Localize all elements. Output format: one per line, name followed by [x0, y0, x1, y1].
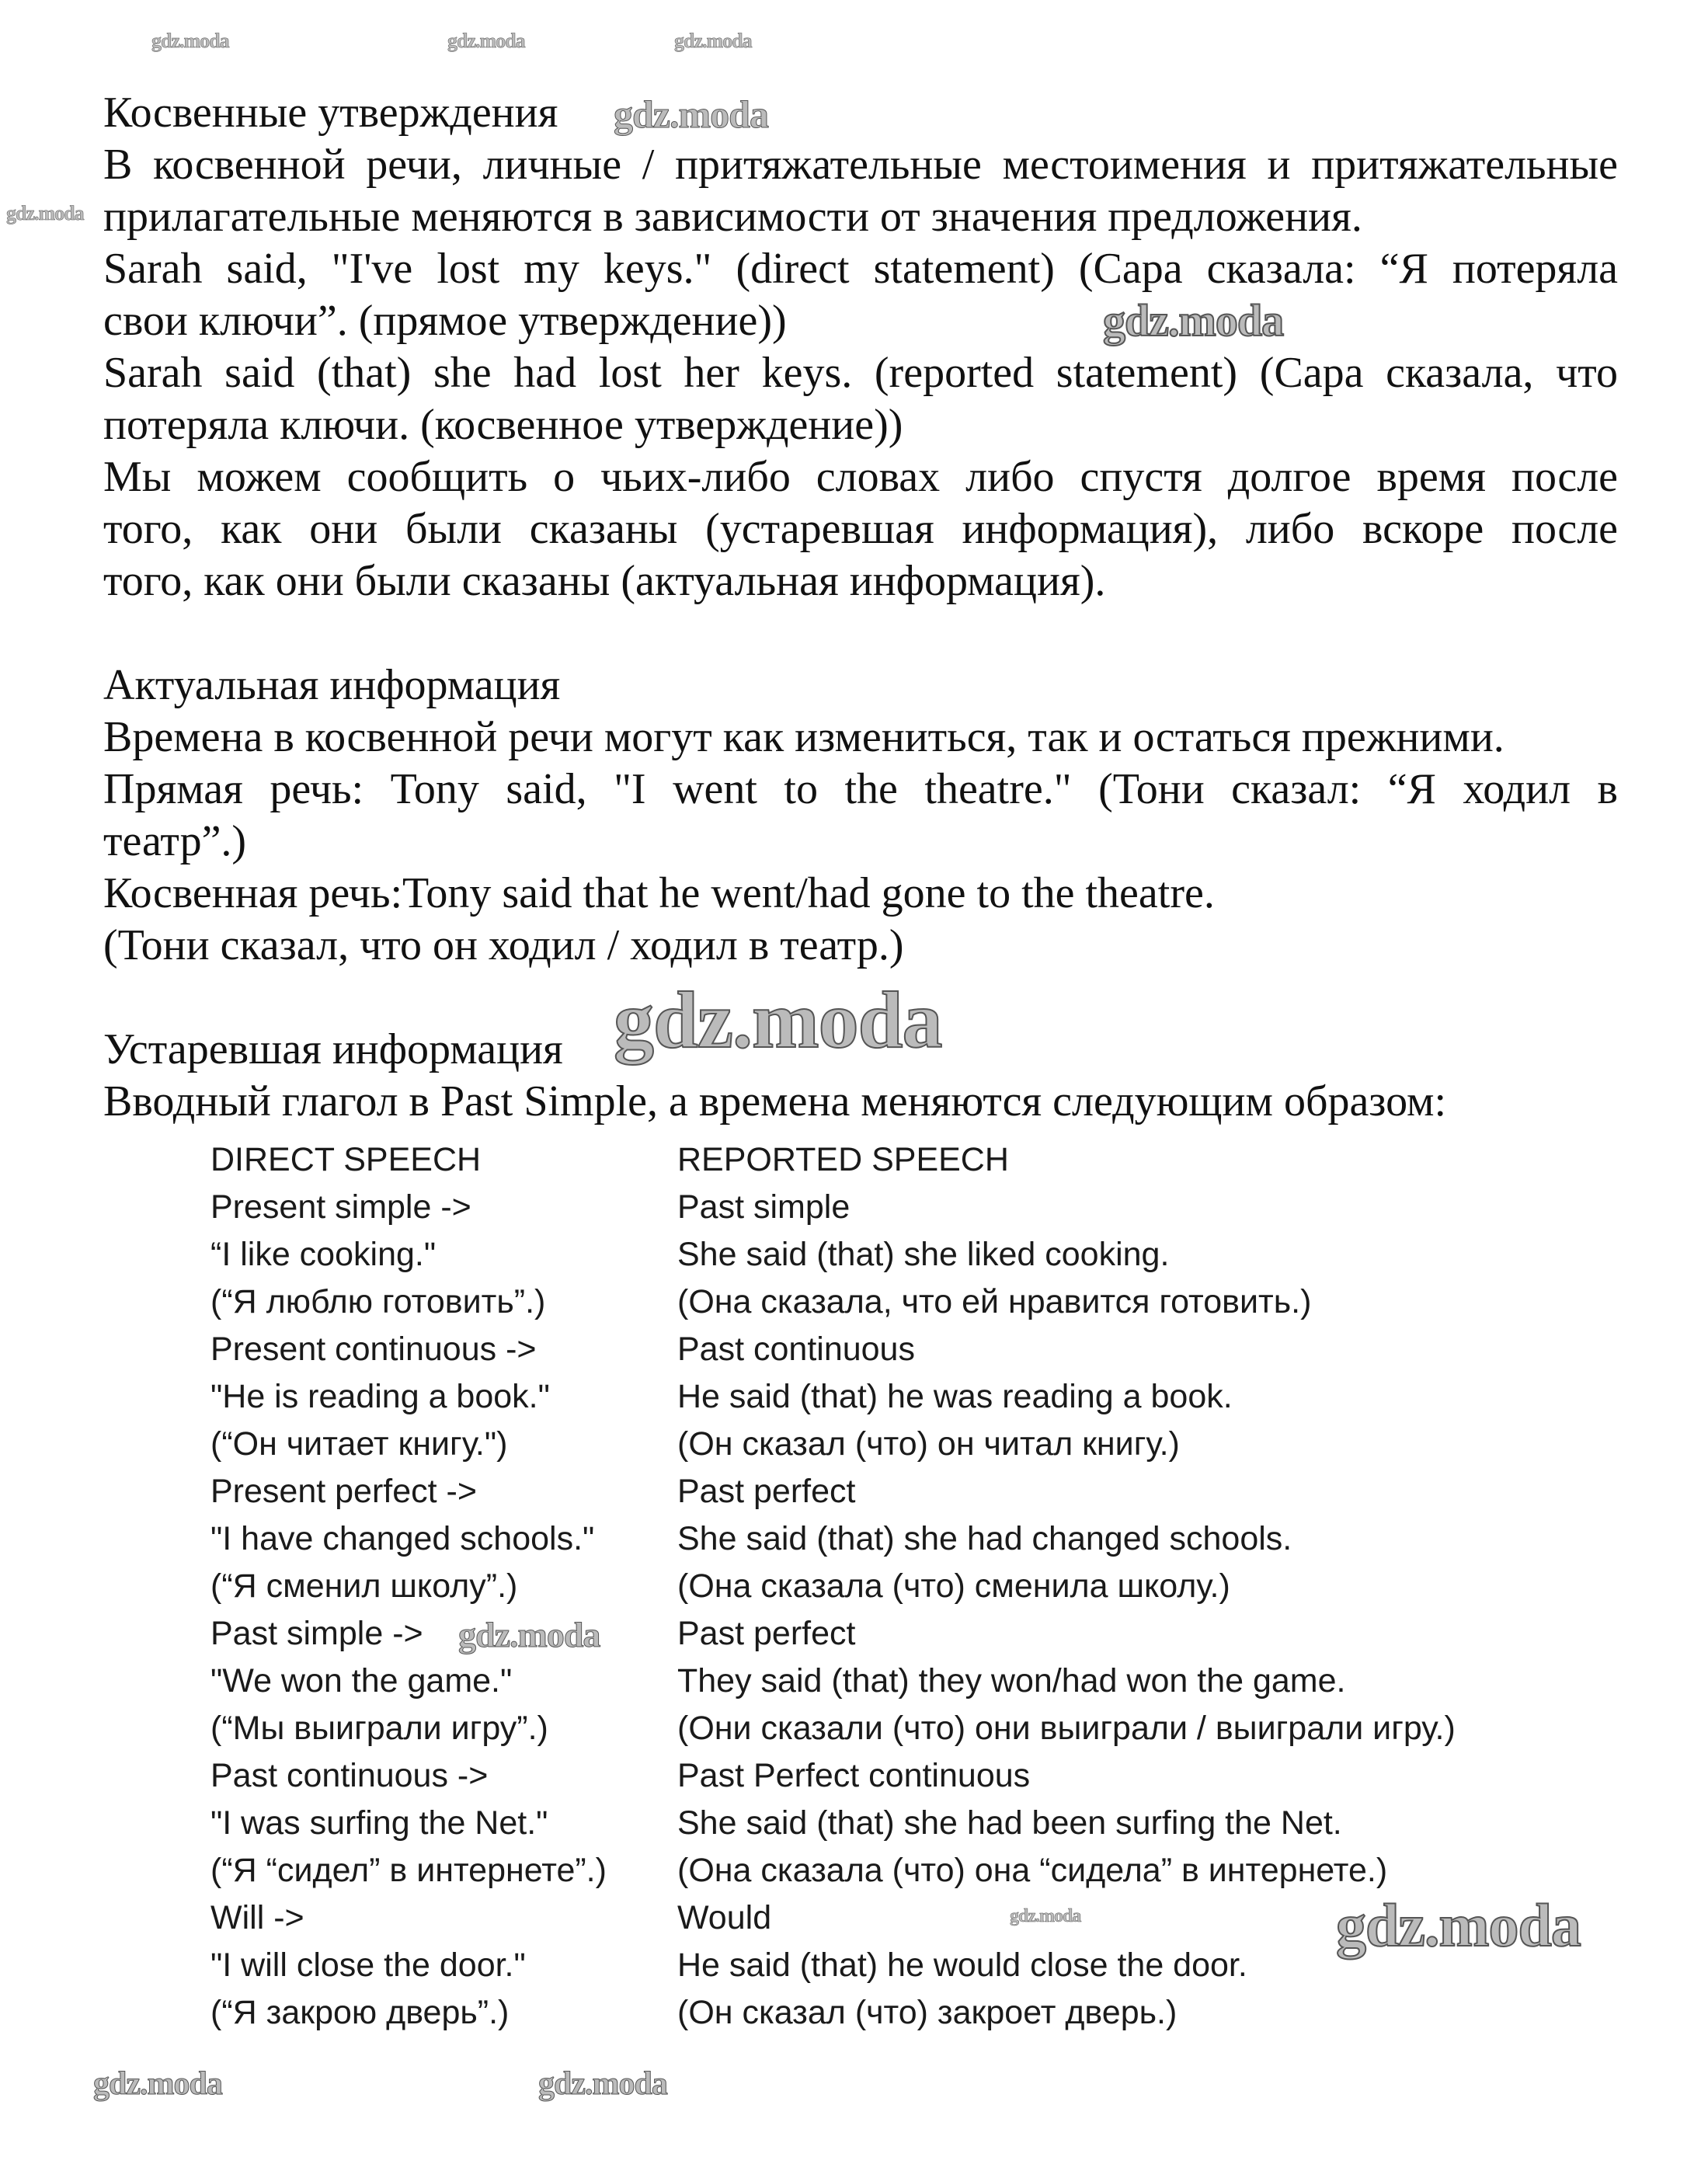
text-line: Косвенные утверждения [103, 89, 558, 137]
reported-speech-cell: Past perfect [677, 1473, 856, 1510]
direct-speech-cell: "We won the game." [210, 1662, 513, 1700]
table-row [210, 1563, 1230, 1610]
watermark: gdz.moda [674, 30, 752, 52]
direct-speech-cell: “I like cooking." [210, 1236, 437, 1273]
reported-speech-cell: Would [677, 1899, 772, 1936]
table-row [210, 1658, 1346, 1705]
table-row [210, 1373, 1233, 1421]
text-line: В косвенной речи, личные / притяжательные местоимения и притяжательные [103, 141, 1618, 189]
table-row [210, 1421, 1180, 1468]
reported-speech-cell: Past simple [677, 1188, 851, 1226]
reported-speech-cell: Past continuous [677, 1331, 915, 1368]
table-row [210, 1326, 915, 1373]
text-line: того, как они были сказаны (устаревшая информация), либо вскоре после [103, 505, 1618, 553]
direct-speech-cell: Will -> [210, 1899, 304, 1936]
text-line: Актуальная информация [103, 661, 561, 709]
direct-speech-cell: (“Мы выиграли игру”.) [210, 1710, 548, 1747]
reported-speech-cell: She said (that) she had changed schools. [677, 1520, 1292, 1557]
watermark: gdz.moda [538, 2066, 667, 2102]
reported-speech-cell: REPORTED SPEECH [677, 1141, 1009, 1178]
table-row [210, 1231, 1170, 1279]
text-line: Sarah said, "I've lost my keys." (direct statement) (Сара сказала: “Я потеряла [103, 245, 1618, 293]
table-row [210, 1184, 851, 1231]
table-row [210, 1989, 1178, 2037]
watermark: gdz.moda [447, 30, 525, 52]
reported-speech-cell: He said (that) he would close the door. [677, 1947, 1247, 1984]
direct-speech-cell: Present continuous -> [210, 1331, 537, 1368]
text-line: театр”.) [103, 817, 247, 865]
table-row [210, 1847, 1388, 1894]
text-line: Мы можем сообщить о чьих-либо словах либо спустя долгое время после [103, 453, 1618, 501]
watermark: gdz.moda [614, 92, 768, 136]
table-row [210, 1515, 1292, 1563]
watermark: gdz.moda [93, 2066, 222, 2102]
text-line: Вводный глагол в Past Simple, а времена меняются следующим образом: [103, 1077, 1447, 1125]
text-line: Времена в косвенной речи могут как измениться, так и остаться прежними. [103, 713, 1505, 761]
text-line: того, как они были сказаны (актуальная информация). [103, 557, 1106, 605]
reported-speech-cell: They said (that) they won/had won the game. [677, 1662, 1346, 1700]
watermark: gdz.moda [1103, 295, 1284, 346]
text-line: свои ключи”. (прямое утверждение)) [103, 297, 787, 345]
reported-speech-cell: She said (that) she liked cooking. [677, 1236, 1170, 1273]
reported-speech-cell: (Она сказала, что ей нравится готовить.) [677, 1283, 1312, 1320]
direct-speech-cell: (“Я люблю готовить”.) [210, 1283, 546, 1320]
direct-speech-cell: (“Я “сидел” в интернете”.) [210, 1852, 607, 1889]
text-line: потеряла ключи. (косвенное утверждение)) [103, 401, 903, 449]
text-line: Косвенная речь:Tony said that he went/had gone to the theatre. [103, 869, 1215, 917]
reported-speech-cell: Past Perfect continuous [677, 1757, 1031, 1794]
watermark: gdz.moda [151, 30, 229, 52]
reported-speech-cell: (Она сказала (что) она “сидела” в интернете.) [677, 1852, 1388, 1889]
reported-speech-cell: (Она сказала (что) сменила школу.) [677, 1567, 1230, 1605]
table-row [210, 1942, 1247, 1989]
watermark: gdz.moda [6, 202, 84, 224]
watermark: gdz.moda [614, 976, 942, 1065]
direct-speech-cell: Past simple -> [210, 1615, 423, 1652]
text-line: Устаревшая информация [103, 1025, 563, 1073]
table-row [210, 1894, 772, 1942]
text-line: Sarah said (that) she had lost her keys. (reported statement) (Сара сказала, что [103, 349, 1618, 397]
reported-speech-cell: He said (that) he was reading a book. [677, 1378, 1233, 1415]
direct-speech-cell: (“Я сменил школу”.) [210, 1567, 518, 1605]
reported-speech-cell: She said (that) she had been surfing the Net. [677, 1804, 1342, 1842]
table-row [210, 1800, 1342, 1847]
reported-speech-cell: (Он сказал (что) закроет дверь.) [677, 1994, 1178, 2031]
direct-speech-cell: (“Он читает книгу.") [210, 1425, 508, 1463]
direct-speech-cell: "I was surfing the Net." [210, 1804, 548, 1842]
reported-speech-cell: Past perfect [677, 1615, 856, 1652]
table-row [210, 1705, 1456, 1752]
text-line: прилагательные меняются в зависимости от значения предложения. [103, 193, 1362, 241]
direct-speech-cell: Present simple -> [210, 1188, 471, 1226]
direct-speech-cell: (“Я закрою дверь”.) [210, 1994, 510, 2031]
direct-speech-cell: "I will close the door." [210, 1947, 526, 1984]
table-row [210, 1752, 1031, 1800]
table-row [210, 1468, 856, 1515]
direct-speech-cell: Present perfect -> [210, 1473, 477, 1510]
reported-speech-cell: (Они сказали (что) они выиграли / выиграли игру.) [677, 1710, 1456, 1747]
direct-speech-cell: Past continuous -> [210, 1757, 489, 1794]
text-line: Прямая речь: Tony said, "I went to the theatre." (Тони сказал: “Я ходил в [103, 765, 1618, 813]
document-text [103, 87, 1618, 1128]
text-line: (Тони сказал, что он ходил / ходил в театр.) [103, 921, 904, 969]
watermark: gdz.moda [1010, 1906, 1081, 1926]
watermark: gdz.moda [458, 1615, 600, 1654]
table-row [210, 1279, 1312, 1326]
direct-speech-cell: DIRECT SPEECH [210, 1141, 482, 1178]
watermark: gdz.moda [1336, 1891, 1581, 1959]
direct-speech-cell: "He is reading a book." [210, 1378, 550, 1415]
reported-speech-cell: (Он сказал (что) он читал книгу.) [677, 1425, 1180, 1463]
direct-speech-cell: "I have changed schools." [210, 1520, 595, 1557]
table-header-row [210, 1136, 1009, 1184]
